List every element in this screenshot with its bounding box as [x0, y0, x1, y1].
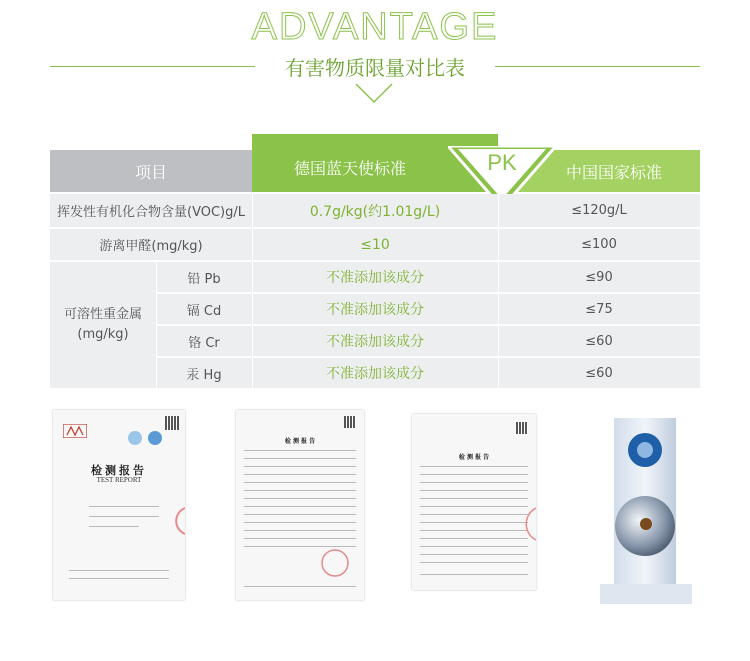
red-stamp-icon	[165, 506, 185, 536]
row-item: 挥发性有机化合物含量(VOC)g/L	[57, 205, 245, 220]
head-german-label: 德国蓝天使标准	[293, 158, 406, 178]
table-row	[50, 229, 700, 260]
row-china: ≤120g/L	[571, 203, 627, 218]
metal-name: 镉 Cd	[186, 303, 222, 319]
metal-china: ≤75	[585, 301, 613, 317]
metals-group-label	[50, 262, 156, 388]
test-report-certificate	[53, 410, 185, 600]
qr-code-icon	[344, 416, 356, 428]
blue-angel-trophy-icon	[598, 416, 694, 608]
red-stamp-icon	[506, 504, 536, 544]
doc3-title: 检 测 报 告	[458, 454, 490, 461]
doc1-subtitle: TEST REPORT	[96, 476, 142, 484]
metal-china: ≤60	[585, 365, 613, 381]
metals-group-line2: (mg/kg)	[77, 327, 129, 342]
chevron-down-icon	[354, 82, 394, 106]
metals-group-line1: 可溶性重金属	[63, 307, 142, 322]
metal-german: 不准添加该成分	[326, 366, 424, 382]
table-row	[50, 194, 700, 227]
doc2-title: 检 测 报 告	[284, 438, 316, 445]
row-german: ≤10	[360, 236, 390, 253]
cnas-seal-icon	[127, 430, 143, 446]
table-head-item	[50, 150, 252, 192]
metals-block	[50, 262, 700, 388]
red-stamp-icon	[320, 548, 350, 578]
metal-name: 铅 Pb	[187, 271, 221, 287]
test-report-form-1	[236, 410, 364, 600]
subtitle-row	[50, 52, 700, 82]
row-german: 0.7g/kg(约1.01g/L)	[309, 203, 441, 220]
metal-german: 不准添加该成分	[326, 302, 424, 318]
blue-angel-trophy-image	[598, 416, 694, 608]
qr-code-icon	[516, 422, 528, 434]
ilac-seal-icon	[147, 430, 163, 446]
pk-badge-text: PK	[487, 150, 517, 175]
doc1-title: 检测报告	[91, 464, 147, 477]
qr-code-icon	[165, 416, 179, 430]
metal-china: ≤90	[585, 269, 613, 285]
comparison-table	[50, 134, 700, 388]
metal-china: ≤60	[585, 333, 613, 349]
metal-name: 汞 Hg	[186, 367, 222, 383]
row-china: ≤100	[581, 237, 617, 252]
advantage-heading: ADVANTAGE	[251, 6, 499, 48]
metal-german: 不准添加该成分	[326, 334, 424, 350]
head-china-label: 中国国家标准	[565, 162, 662, 182]
metal-name: 铬 Cr	[188, 335, 220, 351]
page-subtitle: 有害物质限量对比表	[285, 56, 465, 80]
test-report-form-2	[412, 414, 536, 590]
row-item: 游离甲醛(mg/kg)	[99, 239, 203, 254]
head-item-label: 项目	[134, 162, 167, 182]
cma-logo-icon	[63, 424, 87, 438]
metal-german: 不准添加该成分	[326, 270, 424, 286]
